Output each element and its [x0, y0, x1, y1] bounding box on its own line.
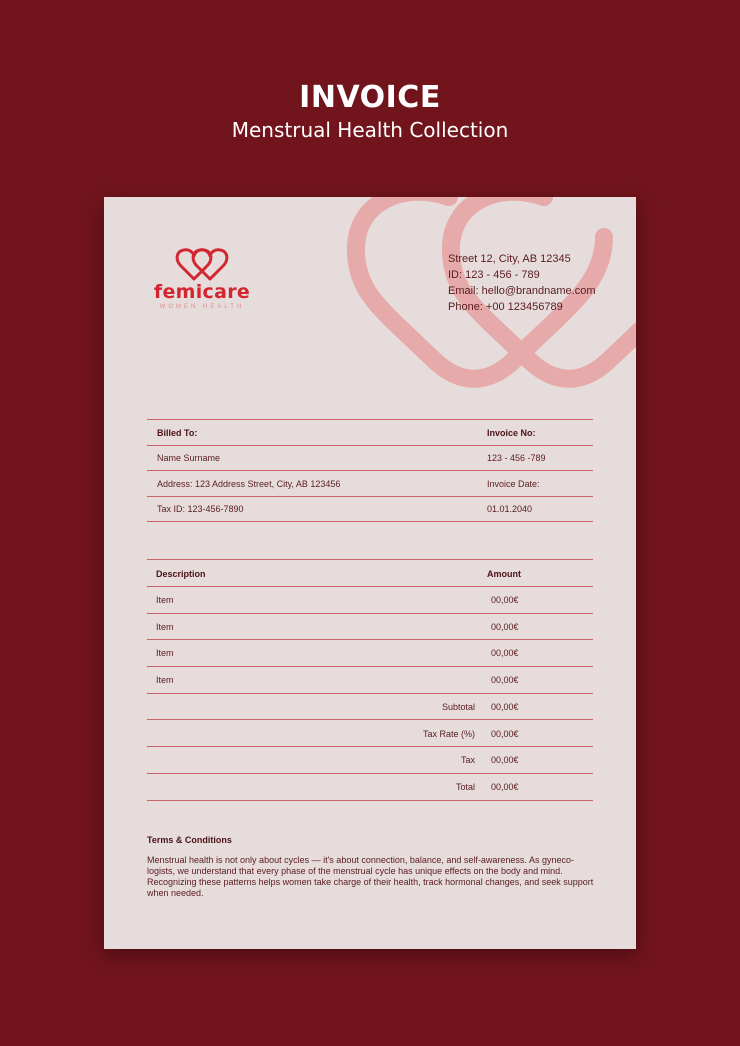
item-description: Item [156, 595, 174, 605]
item-description: Item [156, 648, 174, 658]
double-heart-icon [172, 247, 232, 283]
items-rule [147, 666, 593, 667]
contact-block [448, 251, 596, 315]
item-description: Item [156, 675, 174, 685]
terms-title: Terms & Conditions [147, 835, 232, 845]
invoice-date-label: Invoice Date: [487, 479, 540, 489]
item-amount: 00,00€ [491, 622, 519, 632]
billed-address: Address: 123 Address Street, City, AB 123456 [157, 479, 341, 489]
billing-rule [147, 470, 593, 471]
billing-rule [147, 419, 593, 420]
contact-id: ID: 123 - 456 - 789 [448, 269, 540, 281]
subtotal-value: 00,00€ [491, 702, 519, 712]
billed-to-label: Billed To: [157, 428, 198, 438]
item-amount: 00,00€ [491, 648, 519, 658]
total-value: 00,00€ [491, 782, 519, 792]
items-rule [147, 559, 593, 560]
page-title: INVOICE [299, 80, 441, 115]
amount-header: Amount [487, 569, 521, 579]
brand-logo [152, 247, 252, 310]
tax-rate-label: Tax Rate (%) [422, 729, 475, 739]
description-header: Description [156, 569, 206, 579]
invoice-no-label: Invoice No: [487, 428, 536, 438]
billing-rule [147, 496, 593, 497]
invoice-sheet [104, 197, 636, 949]
invoice-no-value: 123 - 456 -789 [487, 453, 546, 463]
items-rule [147, 613, 593, 614]
contact-email: Email: hello@brandname.com [448, 285, 596, 297]
tax-value: 00,00€ [491, 755, 519, 765]
subtotal-label: Subtotal [441, 702, 475, 712]
brand-tagline: WOMEN HEALTH [159, 304, 245, 310]
item-description: Item [156, 622, 174, 632]
brand-name: femicare [153, 281, 251, 303]
invoice-date-value: 01.01.2040 [487, 504, 533, 514]
items-rule [147, 639, 593, 640]
heart-watermark-icon [104, 197, 636, 457]
items-rule [147, 773, 593, 774]
billing-rule [147, 445, 593, 446]
page-subtitle: Menstrual Health Collection [231, 118, 509, 142]
tax-id: Tax ID: 123-456-7890 [157, 504, 244, 514]
contact-phone: Phone: +00 123456789 [448, 301, 563, 313]
item-amount: 00,00€ [491, 675, 519, 685]
billed-name: Name Surname [157, 453, 221, 463]
items-rule [147, 693, 593, 694]
tax-label: Tax [460, 755, 475, 765]
items-rule [147, 719, 593, 720]
billing-rule [147, 521, 593, 522]
items-rule [147, 800, 593, 801]
item-amount: 00,00€ [491, 595, 519, 605]
items-rule [147, 586, 593, 587]
contact-street: Street 12, City, AB 12345 [448, 253, 571, 265]
items-rule [147, 746, 593, 747]
terms-body: Menstrual health is not only about cycles — it's about connection, balance, and self-awareness. As gyneco-logists, we understand that every phase of the menstrual cycle has unique effects on the body and mind. Recognizing these patterns helps women take charge of their health, track hormonal changes, and seek support when needed. [147, 855, 594, 898]
tax-rate-value: 00,00€ [491, 729, 519, 739]
total-label: Total [455, 782, 475, 792]
